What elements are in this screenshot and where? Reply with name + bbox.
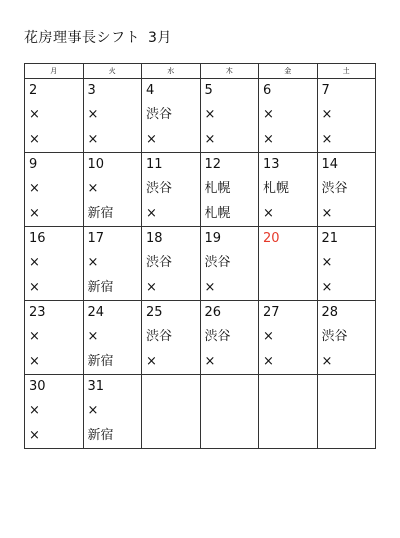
calendar-day-cell	[83, 79, 142, 153]
title-text: 花房理事長シフト	[24, 30, 140, 46]
calendar-day-cell	[142, 227, 201, 301]
day-number: 13	[263, 157, 280, 172]
calendar-day-cell	[259, 301, 318, 375]
shift-afternoon: 新宿	[87, 427, 114, 443]
day-number: 18	[146, 231, 163, 246]
day-number: 9	[29, 157, 38, 172]
calendar-day-cell	[142, 79, 201, 153]
calendar-day-cell	[317, 79, 376, 153]
calendar-day-cell	[83, 375, 142, 449]
calendar-empty-cell	[259, 375, 318, 449]
cell-content	[201, 153, 259, 226]
day-number: 6	[263, 83, 272, 98]
cell-content	[318, 301, 376, 374]
day-number: 25	[146, 305, 163, 320]
day-number: 28	[321, 305, 339, 320]
shift-morning: 渋谷	[146, 329, 173, 344]
calendar-day-cell	[25, 301, 84, 375]
calendar-day-cell	[200, 301, 259, 375]
calendar-day-cell	[25, 375, 84, 449]
day-number: 16	[29, 231, 46, 246]
cell-content	[142, 301, 200, 374]
shift-calendar	[24, 63, 376, 449]
day-number: 31	[87, 379, 105, 394]
day-number: 30	[29, 379, 46, 394]
shift-morning: ×	[29, 329, 40, 344]
calendar-week-row	[25, 301, 376, 375]
calendar-day-cell	[142, 301, 201, 375]
day-number: 24	[87, 305, 105, 320]
cell-content	[259, 153, 317, 226]
shift-afternoon: ×	[321, 131, 333, 147]
day-number: 14	[321, 157, 339, 172]
shift-morning: 札幌	[204, 181, 231, 196]
cell-content	[318, 227, 376, 300]
weekday-header-row	[25, 64, 376, 79]
shift-afternoon: ×	[29, 131, 40, 147]
weekday-header-wed: 水	[142, 64, 201, 79]
shift-morning: ×	[29, 107, 40, 122]
cell-content	[201, 227, 259, 300]
calendar-day-cell	[259, 79, 318, 153]
shift-afternoon: ×	[146, 353, 157, 369]
day-number: 2	[29, 83, 38, 98]
calendar-day-cell	[200, 227, 259, 301]
cell-content	[25, 375, 83, 448]
shift-morning: ×	[87, 107, 99, 122]
shift-morning: ×	[321, 107, 333, 122]
cell-content	[318, 153, 376, 226]
shift-afternoon: ×	[146, 279, 157, 295]
shift-afternoon: ×	[29, 279, 40, 295]
shift-afternoon: ×	[263, 353, 274, 369]
calendar-day-cell	[142, 153, 201, 227]
shift-morning: ×	[87, 181, 99, 196]
weekday-header-mon: 月	[25, 64, 84, 79]
shift-morning: 札幌	[263, 181, 290, 196]
calendar-day-cell	[200, 79, 259, 153]
shift-morning: ×	[204, 107, 216, 122]
day-number: 21	[321, 231, 339, 246]
shift-afternoon: ×	[263, 131, 274, 147]
shift-afternoon: ×	[263, 205, 274, 221]
shift-morning: 渋谷	[146, 255, 173, 270]
shift-morning: ×	[87, 329, 99, 344]
shift-morning: 渋谷	[146, 181, 173, 196]
weekday-header-thu: 木	[200, 64, 259, 79]
calendar-day-cell	[317, 227, 376, 301]
calendar-week-row	[25, 227, 376, 301]
calendar-empty-cell	[200, 375, 259, 449]
shift-afternoon: ×	[321, 279, 333, 295]
calendar-day-cell	[200, 153, 259, 227]
calendar-week-row	[25, 79, 376, 153]
cell-content	[318, 79, 376, 152]
day-number: 12	[204, 157, 222, 172]
calendar-day-cell	[317, 153, 376, 227]
cell-content	[259, 227, 317, 251]
shift-afternoon: ×	[321, 205, 333, 221]
day-number: 19	[204, 231, 222, 246]
calendar-day-cell	[25, 153, 84, 227]
calendar-day-cell	[83, 227, 142, 301]
holiday-day-number: 20	[263, 231, 280, 246]
cell-content	[84, 153, 142, 226]
cell-content	[259, 79, 317, 152]
shift-morning: 渋谷	[204, 329, 231, 344]
shift-afternoon: ×	[29, 427, 40, 443]
cell-content	[142, 153, 200, 226]
cell-content	[25, 79, 83, 152]
shift-afternoon: ×	[146, 131, 157, 147]
day-number: 10	[87, 157, 105, 172]
day-number: 7	[321, 83, 330, 98]
calendar-day-cell	[259, 153, 318, 227]
shift-afternoon: ×	[87, 131, 99, 147]
calendar-week-row	[25, 375, 376, 449]
day-number: 5	[204, 83, 213, 98]
day-number: 11	[146, 157, 163, 172]
calendar-day-cell	[25, 79, 84, 153]
shift-morning: ×	[87, 255, 99, 270]
shift-morning: ×	[29, 403, 40, 418]
shift-morning: 渋谷	[321, 329, 348, 344]
day-number: 27	[263, 305, 280, 320]
shift-afternoon: ×	[321, 353, 333, 369]
title-month: 3月	[148, 30, 172, 46]
calendar-week-row	[25, 153, 376, 227]
cell-content	[84, 227, 142, 300]
calendar-day-cell	[83, 153, 142, 227]
cell-content	[142, 227, 200, 300]
cell-content	[84, 375, 142, 448]
shift-morning: 渋谷	[204, 255, 231, 270]
cell-content	[84, 301, 142, 374]
shift-morning: 渋谷	[321, 181, 348, 196]
shift-afternoon: 新宿	[87, 205, 114, 221]
weekday-header-fri: 金	[259, 64, 318, 79]
cell-content	[25, 301, 83, 374]
calendar-empty-cell	[317, 375, 376, 449]
shift-morning: ×	[321, 255, 333, 270]
cell-content	[84, 79, 142, 152]
day-number: 4	[146, 83, 155, 98]
day-number: 17	[87, 231, 105, 246]
calendar-day-cell	[25, 227, 84, 301]
weekday-header-tue: 火	[83, 64, 142, 79]
cell-content	[201, 301, 259, 374]
shift-morning: ×	[87, 403, 99, 418]
cell-content	[201, 79, 259, 152]
shift-morning: ×	[29, 255, 40, 270]
shift-morning: ×	[29, 181, 40, 196]
shift-afternoon: ×	[29, 353, 40, 369]
shift-afternoon: ×	[204, 279, 216, 295]
shift-afternoon: ×	[204, 353, 216, 369]
cell-content	[25, 227, 83, 300]
calendar-day-cell	[83, 301, 142, 375]
calendar-body	[25, 79, 376, 449]
page-title	[24, 27, 172, 47]
cell-content	[259, 301, 317, 374]
shift-afternoon: ×	[204, 131, 216, 147]
shift-morning: ×	[263, 107, 274, 122]
shift-morning: ×	[263, 329, 274, 344]
cell-content	[25, 153, 83, 226]
shift-afternoon: ×	[146, 205, 157, 221]
cell-content	[142, 79, 200, 152]
shift-afternoon: 新宿	[87, 353, 114, 369]
calendar-empty-cell	[142, 375, 201, 449]
shift-afternoon: 新宿	[87, 279, 114, 295]
calendar-day-cell	[317, 301, 376, 375]
day-number: 26	[204, 305, 222, 320]
shift-afternoon: ×	[29, 205, 40, 221]
day-number: 23	[29, 305, 46, 320]
shift-morning: 渋谷	[146, 107, 173, 122]
calendar-day-cell	[259, 227, 318, 301]
day-number: 3	[87, 83, 96, 98]
shift-afternoon: 札幌	[204, 205, 231, 221]
weekday-header-sat: 土	[317, 64, 376, 79]
